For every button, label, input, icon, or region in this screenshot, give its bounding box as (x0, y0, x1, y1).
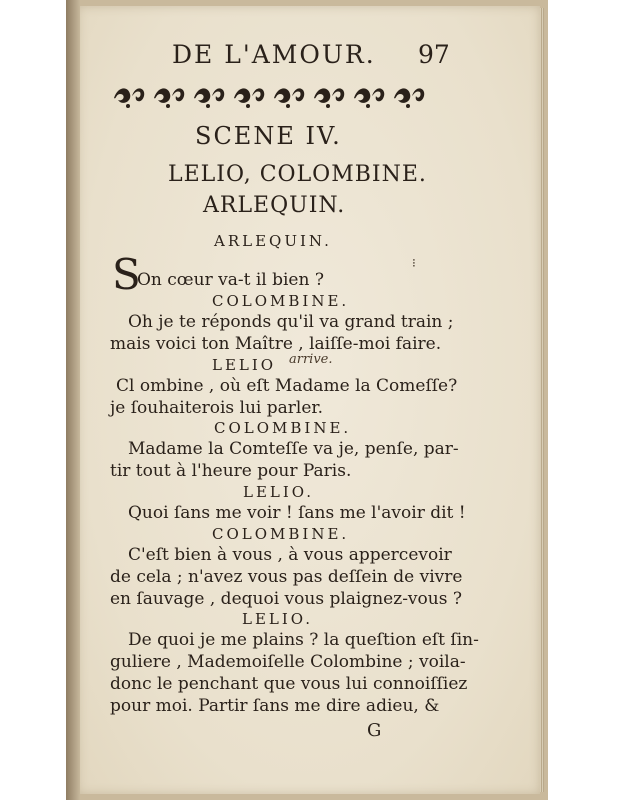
dialogue-line: Madame la Comteſſe va je, penſe, par- (128, 439, 459, 459)
speaker-lelio: LELIO. (242, 610, 313, 628)
characters-line-1: LELIO, COLOMBINE. (168, 162, 427, 187)
dialogue-line: On cœur va-t il bien ? (137, 270, 324, 290)
speaker-colombine: COLOMBINE. (212, 292, 350, 310)
dialogue-line: mais voici ton Maître , laiſſe-moi faire. (110, 334, 442, 354)
fleuron-row (154, 88, 424, 108)
dialogue-line: je ſouhaiterois lui parler. (110, 398, 324, 418)
characters-line-2: ARLEQUIN. (203, 193, 346, 218)
page-number: 97 (418, 40, 450, 69)
page-gutter (66, 0, 80, 800)
speaker-lelio: LELIO. (243, 483, 314, 501)
dialogue-line: de cela ; n'avez vous pas deſſein de vivre (110, 567, 463, 587)
dialogue-line: pour moi. Partir ſans me dire adieu, & (110, 696, 440, 716)
dialogue-line: Quoi ſans me voir ! ſans me l'avoir dit ! (128, 503, 466, 523)
speaker-arlequin: ARLEQUIN. (214, 232, 332, 250)
dialogue-line: guliere , Mademoiſelle Colombine ; voila- (110, 652, 466, 672)
scene-heading: SCENE IV. (195, 122, 342, 150)
margin-mark: ⁝ (412, 256, 416, 270)
dialogue-line: tir tout à l'heure pour Paris. (110, 461, 352, 481)
dialogue-line: Cl ombine , où eſt Madame la Comeſſe? (116, 376, 458, 396)
fleuron-icon (114, 88, 144, 108)
dialogue-line: Oh je te réponds qu'il va grand train ; (128, 312, 454, 332)
drop-cap: S (112, 250, 141, 299)
fleuron-ornament-band (110, 80, 444, 112)
dialogue-line: C'eſt bien à vous , à vous appercevoir (128, 545, 452, 565)
speaker-colombine: COLOMBINE. (214, 419, 352, 437)
signature-mark: G (367, 720, 382, 741)
running-title: DE L'AMOUR. (172, 40, 376, 69)
speaker-lelio: LELIO (212, 356, 277, 374)
dialogue-line: De quoi je me plains ? la queſtion eſt ſin- (128, 630, 479, 650)
dialogue-line: donc le penchant que vous lui connoiſſiez (110, 674, 468, 694)
dialogue-line: en ſauvage , dequoi vous plaignez-vous ? (110, 589, 462, 609)
handwritten-annotation: arrive. (289, 352, 333, 367)
speaker-colombine: COLOMBINE. (212, 525, 350, 543)
